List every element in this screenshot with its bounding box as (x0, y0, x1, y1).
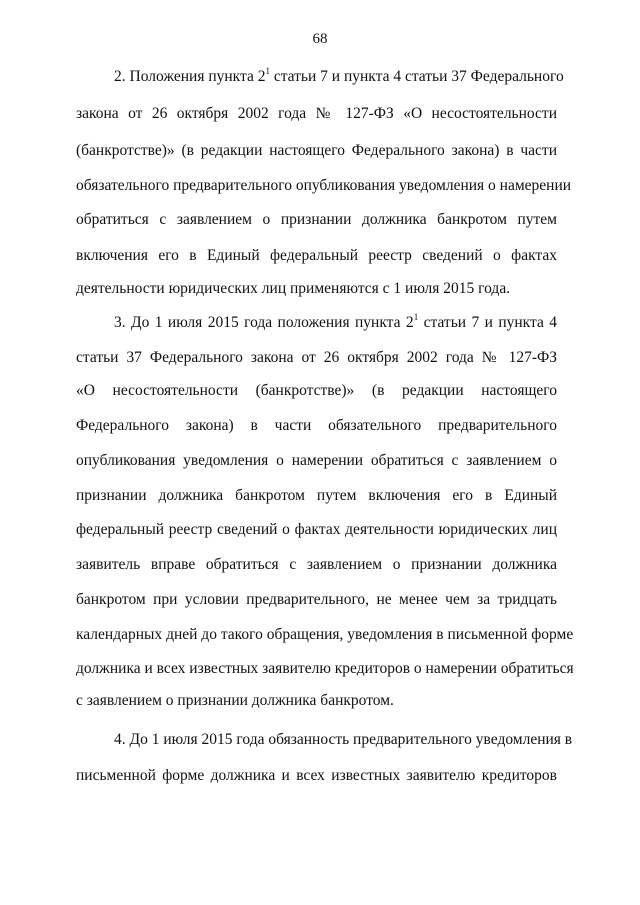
paragraph-line: признании должника банкротом путем включения его в Единый (76, 487, 557, 504)
paragraph-line: 2. Положения пункта $2^1$ статьи 7 и пункта 4 статьи 37 Федерального (114, 66, 564, 85)
paragraph-line: деятельности юридических лиц применяются с 1 июля 2015 года. (76, 280, 511, 297)
page-number: 68 (312, 31, 328, 47)
paragraph-line: «О несостоятельности (банкротстве)» (в редакции настоящего (76, 382, 557, 399)
paragraph-line: опубликования уведомления о намерении обратиться с заявлением о (76, 452, 557, 469)
paragraph-line: обратиться с заявлением о признании должника банкротом путем (76, 211, 557, 228)
paragraph-line: включения его в Единый федеральный реестр сведений о фактах (76, 247, 557, 264)
paragraph-line: 3. До 1 июля 2015 года положения пункта $2^1$ статьи 7 и пункта 4 (114, 312, 557, 331)
paragraph-line: (банкротстве)» (в редакции настоящего Федерального закона) в части (76, 142, 557, 159)
paragraph-line: должника и всех известных заявителю кредиторов о намерении обратиться (76, 660, 574, 677)
paragraph-line: письменной форме должника и всех известных заявителю кредиторов (76, 767, 557, 784)
paragraph-line: календарных дней до такого обращения, уведомления в письменной форме (76, 626, 574, 643)
paragraph-line: с заявлением о признании должника банкротом. (76, 692, 394, 709)
paragraph-line: Федерального закона) в части обязательного предварительного (76, 417, 557, 434)
paragraph-line: закона от 26 октября 2002 года № 127-ФЗ «О несостоятельности (76, 105, 557, 122)
paragraph-line: статьи 37 Федерального закона от 26 октября 2002 года № 127-ФЗ (76, 349, 557, 366)
paragraph-line: банкротом при условии предварительного, не менее чем за тридцать (76, 591, 557, 608)
superscript: 1 (265, 66, 270, 76)
paragraph-line: 4. До 1 июля 2015 года обязанность предварительного уведомления в (114, 731, 573, 748)
superscript: 1 (413, 312, 419, 322)
paragraph-line: заявитель вправе обратиться с заявлением о признании должника (76, 556, 557, 573)
paragraph-line: обязательного предварительного опубликования уведомления о намерении (76, 177, 572, 194)
paragraph-line: федеральный реестр сведений о фактах деятельности юридических лиц (76, 521, 557, 538)
